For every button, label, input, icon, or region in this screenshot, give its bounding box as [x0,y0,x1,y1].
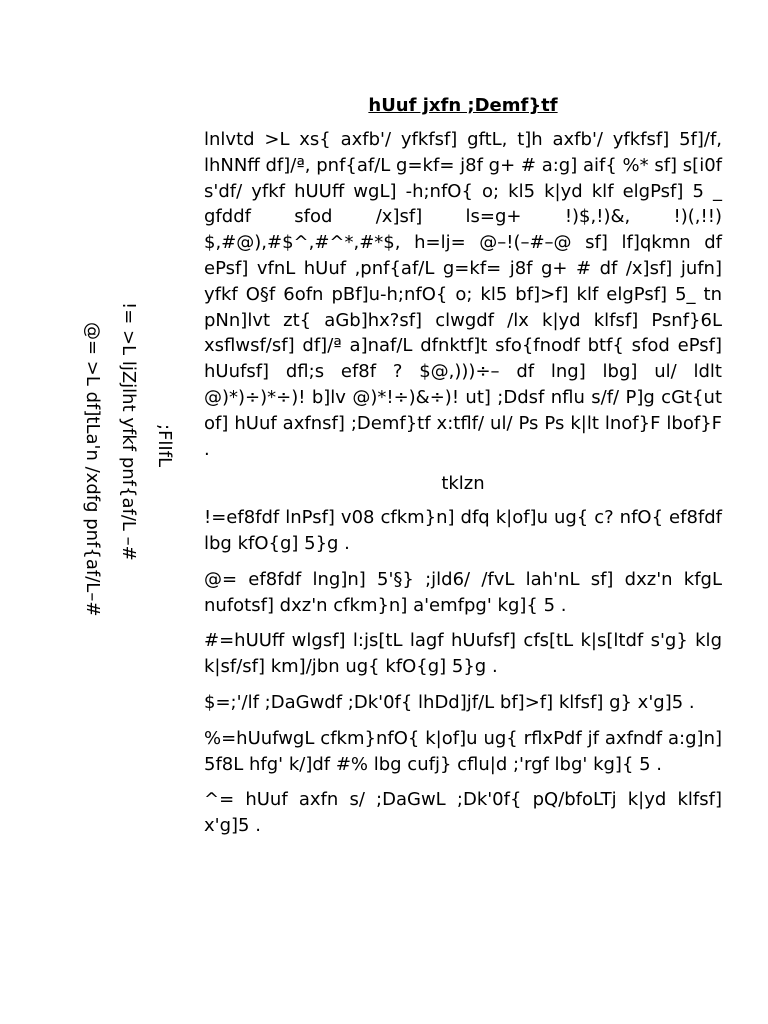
condition-item: !=ef8fdf lnPsf] v08 cfkm}n] dfq k|of]u ug{ c? nfO{ ef8fdf lbg kfO{g] 5}g . [204,507,722,554]
condition-item: @= ef8fdf lng]n] 5'§} ;jld6/ /fvL lah'nL sf] dxz'n kfgL nufotsf] dxz'n cfkm}n] a'emfpg' kg]{ 5 . [204,568,722,616]
condition-item: %=hUufwgL cfkm}nfO{ k|of]u ug{ rflxPdf jf axfndf a:g]n] 5f8L hfg' k/]df #% lbg cufj} cflu|d ;'rgf lbg' kg]{ 5 . [204,727,722,775]
conditions-list [204,505,722,839]
document-body [204,127,722,849]
condition-item: ^= hUuf axfn s/ ;DaGwL ;Dk'0f{ pQ/bfoLTj k|yd klfsf] x'g]5 . [204,789,722,837]
witness-2: @= >L df]tLa'n /xdfg pnf{af/L–# [82,322,103,617]
witness-1: != >L ljZjlht yfkf pnf{af/L –# [118,302,139,561]
conditions-heading: tklzn [441,473,485,495]
condition-item: $=;'/lf ;DaGwdf ;Dk'0f{ lhDd]jf/L bf]>f] klfsf] g} x'g]5 . [204,691,695,713]
document-title: hUuf jxfn ;Demf}tf [368,95,558,116]
intro-paragraph: lnlvtd >L xs{ axfb'/ yfkfsf] gftL, t]h axfb'/ yfkfsf] 5f]/f, lhNNff df]/ª, pnf{af/L g=kf= j8f g+ # a:g] aif{ %* sf] s[i0f s'df/ yfkf hUUff wgL] -h;nfO{ o; kl5 k|yd klf elgPsf] 5 _ gfddf sfod /x]sf] ls=g+ !)$,!)&, !)(,!!) $,#@),#$^,#^*,#*$, h=lj= @–!(–#–@ sf] lf]qkmn df ePsf] vfnL hUuf ,pnf{af/L g=kf= j8f g+ # df /x]sf] jufn] yfkf O§f 6ofn pBf]u-h;nfO{ o; kl5 bf]>f] klf elgPsf] 5_ tn pNn]lvt zt{ aGb]hx?sf] clwgdf /lx k|yd klfsf] Psnf}6L xsflwsf/sf] df]/ª a]naf/L dfnktf]t sfo{fnodf btf{ sfod ePsf] hUufsf] dfl;s ef8f ? $@,)))÷– df lng] lbg] ul/ ldlt @)*)÷)*÷)! b]lv @)*!÷)&÷)! ut] ;Ddsf nflu s/f/ P]g cGt{ut of] hUuf axfnsf] ;Demf}tf x:tflf/ ul/ Ps Ps k|lt lnof}F lbof}F . [204,129,722,460]
witness-heading: ;FlIfL [154,424,175,468]
condition-item: #=hUUff wlgsf] l:js[tL lagf hUufsf] cfs[tL k|s[ltdf s'g} klg k|sf/sf] km]/jbn ug{ kfO{g] 5}g . [204,630,722,678]
